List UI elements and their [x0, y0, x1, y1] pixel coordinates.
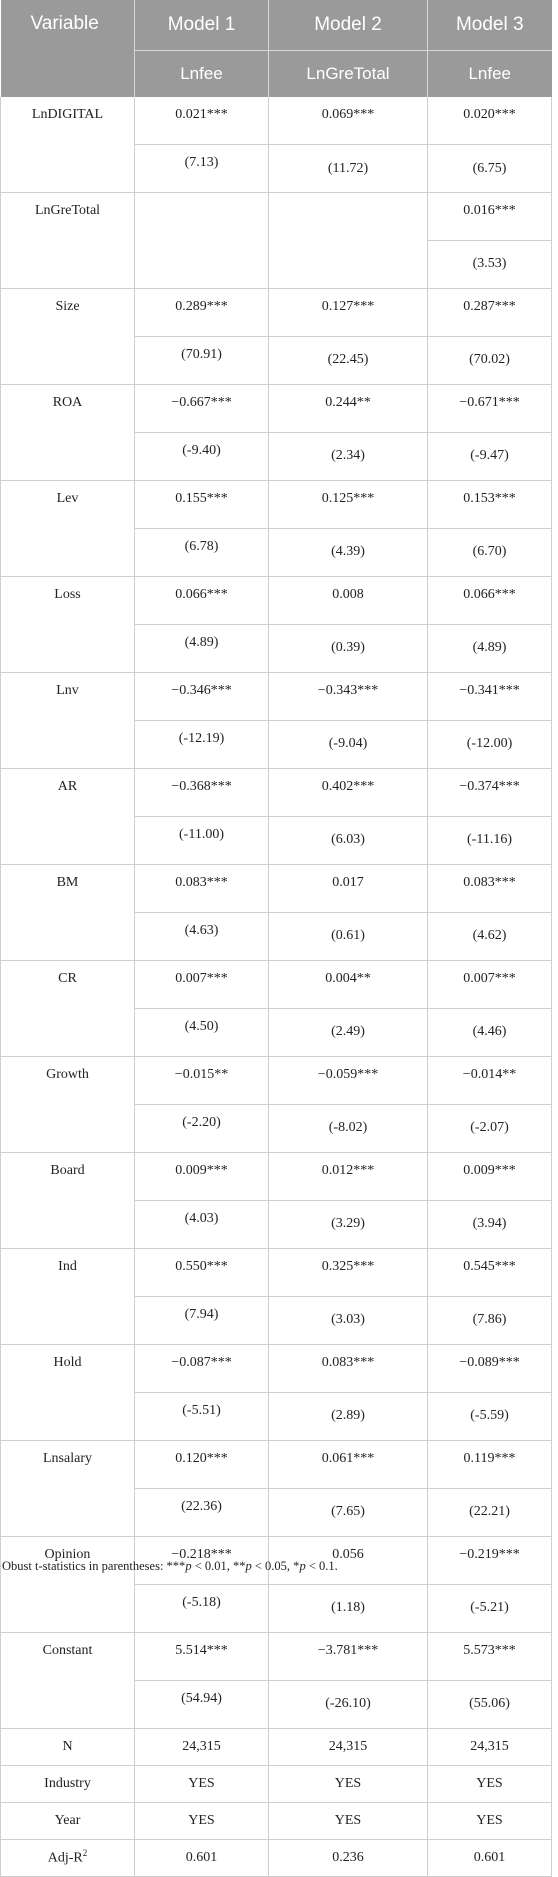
- coef-cell: 0.009***: [428, 1152, 552, 1200]
- table-row: [1, 1056, 552, 1104]
- coef-cell: 0.007***: [428, 960, 552, 1008]
- tstat-cell: (1.18): [269, 1584, 428, 1632]
- tstat-cell: (4.63): [135, 912, 269, 960]
- tstat-cell: (3.53): [428, 241, 552, 289]
- table-row: [1, 960, 552, 1008]
- table-note: [2, 1559, 558, 1574]
- row-variable-label: Adj-R: [47, 1850, 83, 1866]
- tstat-cell: (7.13): [135, 145, 269, 193]
- coef-cell: −0.667***: [135, 384, 269, 432]
- tstat-cell: (0.61): [269, 912, 428, 960]
- coef-cell: −0.087***: [135, 1344, 269, 1392]
- tstat-cell: (-5.18): [135, 1584, 269, 1632]
- coef-cell: [269, 193, 428, 241]
- summary-cell: YES: [269, 1802, 428, 1839]
- coef-cell: 0.155***: [135, 480, 269, 528]
- header-dependent-2: LnGreTotal: [269, 51, 428, 98]
- tstat-cell: (4.89): [135, 624, 269, 672]
- tstat-cell: (6.78): [135, 528, 269, 576]
- tstat-cell: (-5.21): [428, 1584, 552, 1632]
- table-row-summary: [1, 1765, 552, 1802]
- tstat-cell: (-26.10): [269, 1680, 428, 1728]
- coef-cell: 0.083***: [428, 864, 552, 912]
- coef-cell: −0.015**: [135, 1056, 269, 1104]
- tstat-cell: (4.39): [269, 528, 428, 576]
- tstat-cell: (54.94): [135, 1680, 269, 1728]
- row-variable: Opinion: [1, 1536, 135, 1632]
- tstat-cell: (4.46): [428, 1008, 552, 1056]
- coef-cell: 5.573***: [428, 1632, 552, 1680]
- coef-cell: 0.009***: [135, 1152, 269, 1200]
- tstat-cell: (-2.20): [135, 1104, 269, 1152]
- table-row: [1, 1440, 552, 1488]
- coef-cell: 0.127***: [269, 288, 428, 336]
- table-row: [1, 672, 552, 720]
- row-variable: Lnsalary: [1, 1440, 135, 1536]
- tstat-cell: (3.29): [269, 1200, 428, 1248]
- summary-cell: YES: [428, 1765, 552, 1802]
- coef-cell: 0.012***: [269, 1152, 428, 1200]
- row-variable: AR: [1, 768, 135, 864]
- coef-cell: 0.016***: [428, 193, 552, 241]
- table-row: [1, 480, 552, 528]
- summary-cell: 24,315: [269, 1728, 428, 1765]
- table-row: [1, 1248, 552, 1296]
- tstat-cell: (3.03): [269, 1296, 428, 1344]
- table-row: [1, 1152, 552, 1200]
- tstat-cell: (2.34): [269, 432, 428, 480]
- tstat-cell: (0.39): [269, 624, 428, 672]
- tstat-cell: (22.36): [135, 1488, 269, 1536]
- coef-cell: −0.346***: [135, 672, 269, 720]
- row-variable: Constant: [1, 1632, 135, 1728]
- coef-cell: −0.341***: [428, 672, 552, 720]
- row-variable: [1, 1765, 135, 1802]
- header-dependent-3: Lnfee: [428, 51, 552, 98]
- summary-cell: 0.601: [428, 1839, 552, 1876]
- tstat-cell: (4.03): [135, 1200, 269, 1248]
- coef-cell: 0.007***: [135, 960, 269, 1008]
- row-variable-label: Industry: [44, 1775, 91, 1791]
- header-row-models: [1, 0, 552, 51]
- row-variable: LnDIGITAL: [1, 97, 135, 193]
- header-variable: Variable: [1, 0, 135, 97]
- table-row-summary: [1, 1839, 552, 1876]
- tstat-cell: (-8.02): [269, 1104, 428, 1152]
- coef-cell: 0.056: [269, 1536, 428, 1584]
- tstat-cell: (6.70): [428, 528, 552, 576]
- tstat-cell: (-11.00): [135, 816, 269, 864]
- coef-cell: 0.244**: [269, 384, 428, 432]
- tstat-cell: (-2.07): [428, 1104, 552, 1152]
- coef-cell: 0.153***: [428, 480, 552, 528]
- coef-cell: 0.402***: [269, 768, 428, 816]
- header-model-2: Model 2: [269, 0, 428, 51]
- note-p1: p: [185, 1559, 192, 1573]
- table-row-summary: [1, 1802, 552, 1839]
- tstat-cell: [135, 241, 269, 289]
- coef-cell: 0.066***: [135, 576, 269, 624]
- table-row: [1, 193, 552, 241]
- tstat-cell: (7.86): [428, 1296, 552, 1344]
- tstat-cell: (6.03): [269, 816, 428, 864]
- tstat-cell: (22.45): [269, 336, 428, 384]
- summary-cell: 24,315: [428, 1728, 552, 1765]
- tstat-cell: (2.49): [269, 1008, 428, 1056]
- tstat-cell: (-12.00): [428, 720, 552, 768]
- coef-cell: 0.287***: [428, 288, 552, 336]
- tstat-cell: (4.50): [135, 1008, 269, 1056]
- table-row: [1, 1344, 552, 1392]
- row-variable: [1, 1802, 135, 1839]
- tstat-cell: (7.65): [269, 1488, 428, 1536]
- row-variable: Ind: [1, 1248, 135, 1344]
- coef-cell: 0.066***: [428, 576, 552, 624]
- coef-cell: 0.008: [269, 576, 428, 624]
- summary-cell: YES: [269, 1765, 428, 1802]
- coef-cell: −0.219***: [428, 1536, 552, 1584]
- table-row: [1, 288, 552, 336]
- row-variable: LnGreTotal: [1, 193, 135, 289]
- header-model-1: Model 1: [135, 0, 269, 51]
- row-variable: Lnv: [1, 672, 135, 768]
- coef-cell: 0.119***: [428, 1440, 552, 1488]
- tstat-cell: (55.06): [428, 1680, 552, 1728]
- summary-cell: YES: [135, 1765, 269, 1802]
- coef-cell: 0.083***: [269, 1344, 428, 1392]
- coef-cell: −0.218***: [135, 1536, 269, 1584]
- tstat-cell: (-11.16): [428, 816, 552, 864]
- note-t2: < 0.05, *: [251, 1559, 300, 1573]
- tstat-cell: (-9.40): [135, 432, 269, 480]
- tstat-cell: (-12.19): [135, 720, 269, 768]
- note-prefix: Obust t-statistics in parentheses: ***: [2, 1559, 186, 1573]
- note-t3: < 0.1.: [305, 1559, 338, 1573]
- coef-cell: −0.343***: [269, 672, 428, 720]
- coef-cell: 0.125***: [269, 480, 428, 528]
- coef-cell: 5.514***: [135, 1632, 269, 1680]
- tstat-cell: (3.94): [428, 1200, 552, 1248]
- tstat-cell: (4.62): [428, 912, 552, 960]
- coef-cell: −0.374***: [428, 768, 552, 816]
- row-variable: Board: [1, 1152, 135, 1248]
- tstat-cell: (7.94): [135, 1296, 269, 1344]
- coef-cell: −0.059***: [269, 1056, 428, 1104]
- row-variable: BM: [1, 864, 135, 960]
- coef-cell: 0.017: [269, 864, 428, 912]
- table-row: [1, 384, 552, 432]
- tstat-cell: (70.91): [135, 336, 269, 384]
- tstat-cell: (11.72): [269, 145, 428, 193]
- tstat-cell: (22.21): [428, 1488, 552, 1536]
- table-header: [1, 0, 552, 97]
- tstat-cell: (-9.47): [428, 432, 552, 480]
- summary-cell: 0.601: [135, 1839, 269, 1876]
- table-row: [1, 864, 552, 912]
- table-row: [1, 97, 552, 145]
- coef-cell: −0.089***: [428, 1344, 552, 1392]
- tstat-cell: (-5.59): [428, 1392, 552, 1440]
- row-variable-superscript: 2: [82, 1848, 88, 1859]
- row-variable-label: Year: [54, 1812, 81, 1828]
- row-variable: CR: [1, 960, 135, 1056]
- table-row-summary: [1, 1728, 552, 1765]
- coef-cell: 0.083***: [135, 864, 269, 912]
- coef-cell: 0.289***: [135, 288, 269, 336]
- header-model-3: Model 3: [428, 0, 552, 51]
- coef-cell: 0.069***: [269, 97, 428, 145]
- row-variable: Growth: [1, 1056, 135, 1152]
- table-body: [1, 97, 552, 1876]
- tstat-cell: (-9.04): [269, 720, 428, 768]
- coef-cell: −0.014**: [428, 1056, 552, 1104]
- coef-cell: 0.550***: [135, 1248, 269, 1296]
- coef-cell: 0.020***: [428, 97, 552, 145]
- coef-cell: 0.325***: [269, 1248, 428, 1296]
- table-row: [1, 576, 552, 624]
- note-p3: p: [299, 1559, 306, 1573]
- row-variable-label: N: [62, 1738, 73, 1754]
- tstat-cell: (70.02): [428, 336, 552, 384]
- header-dependent-1: Lnfee: [135, 51, 269, 98]
- row-variable: ROA: [1, 384, 135, 480]
- note-p2: p: [245, 1559, 252, 1573]
- coef-cell: −0.671***: [428, 384, 552, 432]
- summary-cell: 0.236: [269, 1839, 428, 1876]
- coef-cell: 0.120***: [135, 1440, 269, 1488]
- row-variable: [1, 1728, 135, 1765]
- tstat-cell: (-5.51): [135, 1392, 269, 1440]
- coef-cell: 0.061***: [269, 1440, 428, 1488]
- table-row: [1, 768, 552, 816]
- coef-cell: [135, 193, 269, 241]
- row-variable: Loss: [1, 576, 135, 672]
- tstat-cell: (2.89): [269, 1392, 428, 1440]
- summary-cell: 24,315: [135, 1728, 269, 1765]
- coef-cell: −3.781***: [269, 1632, 428, 1680]
- summary-cell: YES: [428, 1802, 552, 1839]
- note-t1: < 0.01, **: [191, 1559, 246, 1573]
- row-variable: [1, 1839, 135, 1876]
- coef-cell: −0.368***: [135, 768, 269, 816]
- row-variable: Lev: [1, 480, 135, 576]
- tstat-cell: (6.75): [428, 145, 552, 193]
- summary-cell: YES: [135, 1802, 269, 1839]
- row-variable: Hold: [1, 1344, 135, 1440]
- row-variable: Size: [1, 288, 135, 384]
- tstat-cell: (4.89): [428, 624, 552, 672]
- table-row: [1, 1632, 552, 1680]
- coef-cell: 0.021***: [135, 97, 269, 145]
- tstat-cell: [269, 241, 428, 289]
- coef-cell: 0.545***: [428, 1248, 552, 1296]
- coef-cell: 0.004**: [269, 960, 428, 1008]
